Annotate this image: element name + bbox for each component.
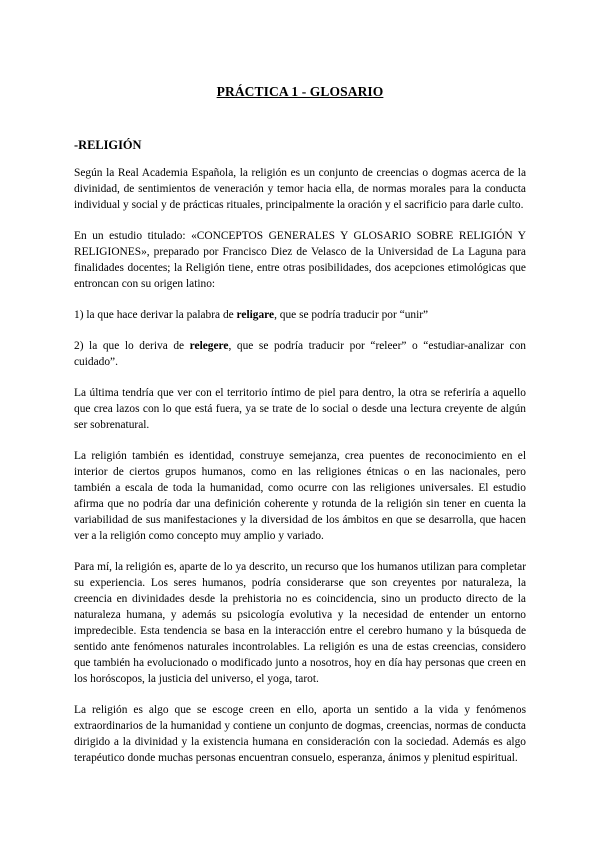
paragraph-text: , que se podría traducir por “unir” — [274, 309, 429, 321]
paragraph-conclusion — [74, 702, 526, 766]
paragraph-relegere — [74, 338, 526, 370]
paragraph-text: Para mí, la religión es, aparte de lo ya descrito, un recurso que los humanos utilizan para completar su experiencia. Los seres humanos, podría considerarse que son creyentes por naturaleza, la creencia en divinidades desde la prehistoria no es coincidencia, sino un producto directo de la naturaleza humana, y además su psicología evolutiva y la necesidad de entender un entorno impredecible. Esta tendencia se basa en la interacción entre el cerebro humano y la búsqueda de sentido ante fenómenos naturales incontrolables. La religión es una de estas creencias, considero que también ha evolucionado o modificado junto a nosotros, hoy en día hay personas que creen en los horóscopos, la justicia del universo, el yoga, tarot. — [74, 561, 526, 685]
paragraph-text: 1) la que hace derivar la palabra de — [74, 309, 237, 321]
paragraph-study-reference — [74, 228, 526, 292]
paragraph-text: La religión es algo que se escoge creen en ello, aporta un sentido a la vida y fenómenos extraordinarios de la humanidad y contiene un conjunto de dogmas, creencias, normas de conducta dirigido a la divinidad y la existencia humana en consideración con la sociedad. Además es algo terapéutico donde muchas personas encuentran consuelo, esperanza, ánimos y plenitud espiritual. — [74, 704, 526, 764]
paragraph-personal-view — [74, 559, 526, 687]
term-religare: religare — [236, 309, 275, 321]
paragraph-rae-definition — [74, 165, 526, 213]
paragraph-text: La religión también es identidad, construye semejanza, crea puentes de reconocimiento en el interior de ciertos grupos humanos, como en las religiones étnicas o en las nacionales, pero también a escala de toda la humanidad, como ocurre con las religiones universales. El estudio afirma que no podría dar una definición coherente y rotunda de la religión sin tener en cuenta la variabilidad de sus manifestaciones y la diversidad de los ámbitos en que se desarrolla, que hacen ver a la religión como concepto muy amplio y variado. — [74, 450, 526, 542]
paragraph-text: 2) la que lo deriva de — [74, 340, 190, 352]
paragraph-religare — [74, 307, 526, 323]
paragraph-text: La última tendría que ver con el territorio íntimo de piel para dentro, la otra se referiría a aquello que crea lazos con lo que está fuera, ya se trate de lo social o desde una lectura creyente de algún ser sobrenatural. — [74, 387, 526, 431]
paragraph-identity — [74, 448, 526, 544]
term-relegere: relegere — [189, 340, 229, 352]
document-body — [74, 165, 526, 781]
page-title: PRÁCTICA 1 - GLOSARIO — [216, 84, 384, 99]
paragraph-interpretation — [74, 385, 526, 433]
paragraph-text: , que se podría traducir por “releer” o “estudiar-analizar con cuidado”. — [74, 340, 526, 368]
paragraph-text: Según la Real Academia Española, la religión es un conjunto de creencias o dogmas acerca de la divinidad, de sentimientos de veneración y temor hacia ella, de normas morales para la conducta individual y social y de prácticas rituales, principalmente la oración y el sacrificio para darle culto. — [74, 167, 526, 211]
section-heading: -RELIGIÓN — [74, 138, 142, 152]
paragraph-text: En un estudio titulado: «CONCEPTOS GENERALES Y GLOSARIO SOBRE RELIGIÓN Y RELIGIONES», preparado por Francisco Diez de Velasco de la Universidad de La Laguna para finalidades docentes; la Religión tiene, entre otras posibilidades, dos acepciones etimológicas que entroncan con su origen latino: — [74, 230, 526, 290]
